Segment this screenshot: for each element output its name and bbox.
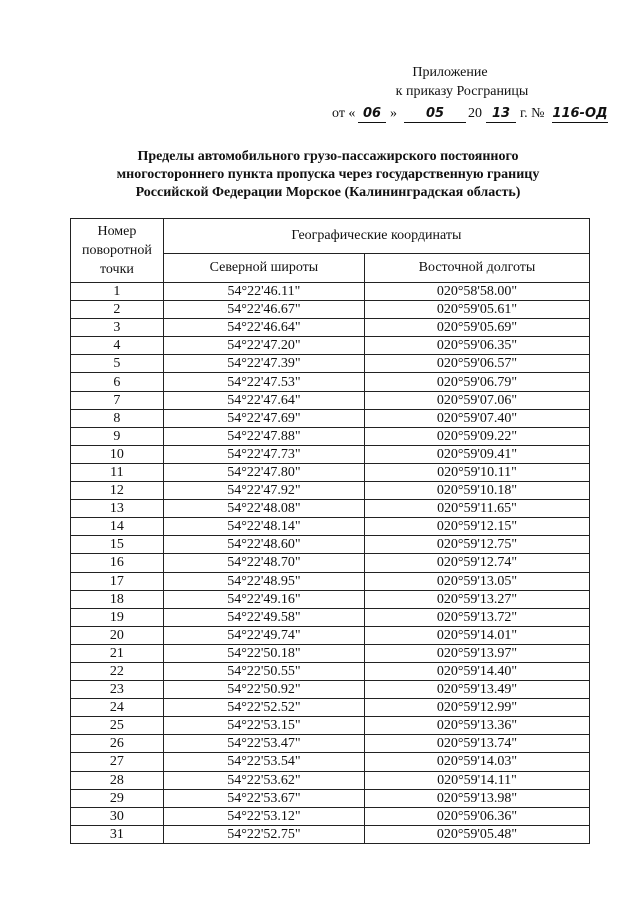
longitude-cell: 020°59'09.22" — [364, 427, 589, 445]
latitude-cell: 54°22'52.52" — [163, 699, 364, 717]
point-number-cell: 13 — [71, 500, 164, 518]
table-row — [71, 825, 590, 843]
latitude-cell: 54°22'50.18" — [163, 644, 364, 662]
date-prefix: от « — [332, 106, 356, 121]
latitude-cell: 54°22'53.62" — [163, 771, 364, 789]
date-year-prefix: 20 — [468, 106, 482, 121]
latitude-cell: 54°22'53.67" — [163, 789, 364, 807]
point-number-cell: 4 — [71, 337, 164, 355]
latitude-cell: 54°22'50.92" — [163, 681, 364, 699]
point-number-cell: 21 — [71, 644, 164, 662]
title-line-3: Российской Федерации Морское (Калининградская область) — [135, 185, 521, 200]
date-close-quote: » — [390, 106, 397, 121]
point-number-cell: 8 — [71, 409, 164, 427]
point-number-cell: 9 — [71, 427, 164, 445]
table-row — [71, 789, 590, 807]
point-number-cell: 3 — [71, 319, 164, 337]
longitude-cell: 020°59'14.03" — [364, 753, 589, 771]
longitude-cell: 020°59'12.75" — [364, 536, 589, 554]
longitude-cell: 020°59'13.72" — [364, 608, 589, 626]
latitude-cell: 54°22'47.88" — [163, 427, 364, 445]
table-row — [71, 662, 590, 680]
latitude-cell: 54°22'49.58" — [163, 608, 364, 626]
latitude-cell: 54°22'47.64" — [163, 391, 364, 409]
date-year: 13 — [486, 105, 516, 123]
table-row — [71, 427, 590, 445]
table-row — [71, 463, 590, 481]
latitude-cell: 54°22'53.54" — [163, 753, 364, 771]
longitude-cell: 020°59'13.49" — [364, 681, 589, 699]
longitude-cell: 020°59'14.01" — [364, 626, 589, 644]
header-latitude: Северной широты — [163, 254, 364, 283]
order-reference: к приказу Росграницы — [395, 84, 529, 99]
longitude-cell: 020°59'13.27" — [364, 590, 589, 608]
latitude-cell: 54°22'53.47" — [163, 735, 364, 753]
latitude-cell: 54°22'48.70" — [163, 554, 364, 572]
point-number-cell: 31 — [71, 825, 164, 843]
table-row — [71, 536, 590, 554]
point-number-cell: 6 — [71, 373, 164, 391]
point-number-cell: 7 — [71, 391, 164, 409]
latitude-cell: 54°22'49.16" — [163, 590, 364, 608]
point-number-cell: 10 — [71, 445, 164, 463]
table-row — [71, 445, 590, 463]
point-number-cell: 28 — [71, 771, 164, 789]
point-number-cell: 18 — [71, 590, 164, 608]
longitude-cell: 020°59'13.74" — [364, 735, 589, 753]
longitude-cell: 020°58'58.00" — [364, 283, 589, 301]
appendix-label: Приложение — [412, 65, 488, 80]
point-number-cell: 12 — [71, 482, 164, 500]
coordinates-table-body — [71, 283, 590, 844]
latitude-cell: 54°22'47.53" — [163, 373, 364, 391]
table-row — [71, 500, 590, 518]
latitude-cell: 54°22'48.60" — [163, 536, 364, 554]
table-row — [71, 590, 590, 608]
table-row — [71, 753, 590, 771]
point-number-cell: 25 — [71, 717, 164, 735]
table-row — [71, 699, 590, 717]
table-row — [71, 626, 590, 644]
coordinates-table — [70, 218, 590, 844]
latitude-cell: 54°22'53.12" — [163, 807, 364, 825]
longitude-cell: 020°59'14.11" — [364, 771, 589, 789]
longitude-cell: 020°59'10.11" — [364, 463, 589, 481]
date-day: 06 — [358, 105, 386, 123]
latitude-cell: 54°22'50.55" — [163, 662, 364, 680]
point-number-cell: 11 — [71, 463, 164, 481]
latitude-cell: 54°22'46.67" — [163, 301, 364, 319]
longitude-cell: 020°59'07.06" — [364, 391, 589, 409]
longitude-cell: 020°59'06.57" — [364, 355, 589, 373]
table-row — [71, 337, 590, 355]
longitude-cell: 020°59'14.40" — [364, 662, 589, 680]
latitude-cell: 54°22'47.39" — [163, 355, 364, 373]
longitude-cell: 020°59'05.61" — [364, 301, 589, 319]
longitude-cell: 020°59'06.35" — [364, 337, 589, 355]
header-geo-coordinates: Географические координаты — [163, 219, 589, 254]
longitude-cell: 020°59'13.98" — [364, 789, 589, 807]
point-number-cell: 15 — [71, 536, 164, 554]
latitude-cell: 54°22'53.15" — [163, 717, 364, 735]
header-point-number: Номер поворотной точки — [71, 219, 164, 283]
point-number-cell: 30 — [71, 807, 164, 825]
longitude-cell: 020°59'05.48" — [364, 825, 589, 843]
latitude-cell: 54°22'46.64" — [163, 319, 364, 337]
longitude-cell: 020°59'13.36" — [364, 717, 589, 735]
longitude-cell: 020°59'12.15" — [364, 518, 589, 536]
longitude-cell: 020°59'11.65" — [364, 500, 589, 518]
table-row — [71, 301, 590, 319]
table-row — [71, 681, 590, 699]
point-number-cell: 24 — [71, 699, 164, 717]
latitude-cell: 54°22'48.08" — [163, 500, 364, 518]
table-row — [71, 409, 590, 427]
point-number-cell: 2 — [71, 301, 164, 319]
latitude-cell: 54°22'47.92" — [163, 482, 364, 500]
table-row — [71, 391, 590, 409]
point-number-cell: 29 — [71, 789, 164, 807]
point-number-cell: 14 — [71, 518, 164, 536]
table-row — [71, 355, 590, 373]
latitude-cell: 54°22'47.69" — [163, 409, 364, 427]
point-number-cell: 27 — [71, 753, 164, 771]
table-row — [71, 482, 590, 500]
table-row — [71, 518, 590, 536]
order-date-line — [300, 103, 608, 125]
longitude-cell: 020°59'12.74" — [364, 554, 589, 572]
table-row — [71, 319, 590, 337]
latitude-cell: 54°22'52.75" — [163, 825, 364, 843]
table-row — [71, 554, 590, 572]
latitude-cell: 54°22'47.80" — [163, 463, 364, 481]
point-number-cell: 26 — [71, 735, 164, 753]
title-line-2: многостороннего пункта пропуска через государственную границу — [116, 167, 540, 182]
appendix-header — [300, 63, 608, 125]
point-number-cell: 1 — [71, 283, 164, 301]
header-longitude: Восточной долготы — [364, 254, 589, 283]
table-row — [71, 572, 590, 590]
longitude-cell: 020°59'13.05" — [364, 572, 589, 590]
point-number-cell: 17 — [71, 572, 164, 590]
table-row — [71, 771, 590, 789]
longitude-cell: 020°59'06.36" — [364, 807, 589, 825]
table-row — [71, 717, 590, 735]
latitude-cell: 54°22'46.11" — [163, 283, 364, 301]
longitude-cell: 020°59'10.18" — [364, 482, 589, 500]
latitude-cell: 54°22'48.14" — [163, 518, 364, 536]
longitude-cell: 020°59'05.69" — [364, 319, 589, 337]
longitude-cell: 020°59'07.40" — [364, 409, 589, 427]
table-row — [71, 735, 590, 753]
order-number: 116-ОД — [552, 106, 608, 121]
point-number-cell: 16 — [71, 554, 164, 572]
table-row — [71, 373, 590, 391]
table-row — [71, 807, 590, 825]
table-row — [71, 283, 590, 301]
point-number-cell: 5 — [71, 355, 164, 373]
latitude-cell: 54°22'48.95" — [163, 572, 364, 590]
table-row — [71, 608, 590, 626]
point-number-cell: 23 — [71, 681, 164, 699]
point-number-cell: 19 — [71, 608, 164, 626]
document-title — [60, 148, 596, 202]
table-row — [71, 644, 590, 662]
date-month: 05 — [404, 105, 466, 123]
point-number-cell: 22 — [71, 662, 164, 680]
longitude-cell: 020°59'09.41" — [364, 445, 589, 463]
longitude-cell: 020°59'13.97" — [364, 644, 589, 662]
latitude-cell: 54°22'47.20" — [163, 337, 364, 355]
longitude-cell: 020°59'12.99" — [364, 699, 589, 717]
latitude-cell: 54°22'49.74" — [163, 626, 364, 644]
point-number-cell: 20 — [71, 626, 164, 644]
longitude-cell: 020°59'06.79" — [364, 373, 589, 391]
title-line-1: Пределы автомобильного грузо-пассажирского постоянного — [137, 149, 519, 164]
date-number-prefix: г. № — [520, 106, 545, 121]
latitude-cell: 54°22'47.73" — [163, 445, 364, 463]
